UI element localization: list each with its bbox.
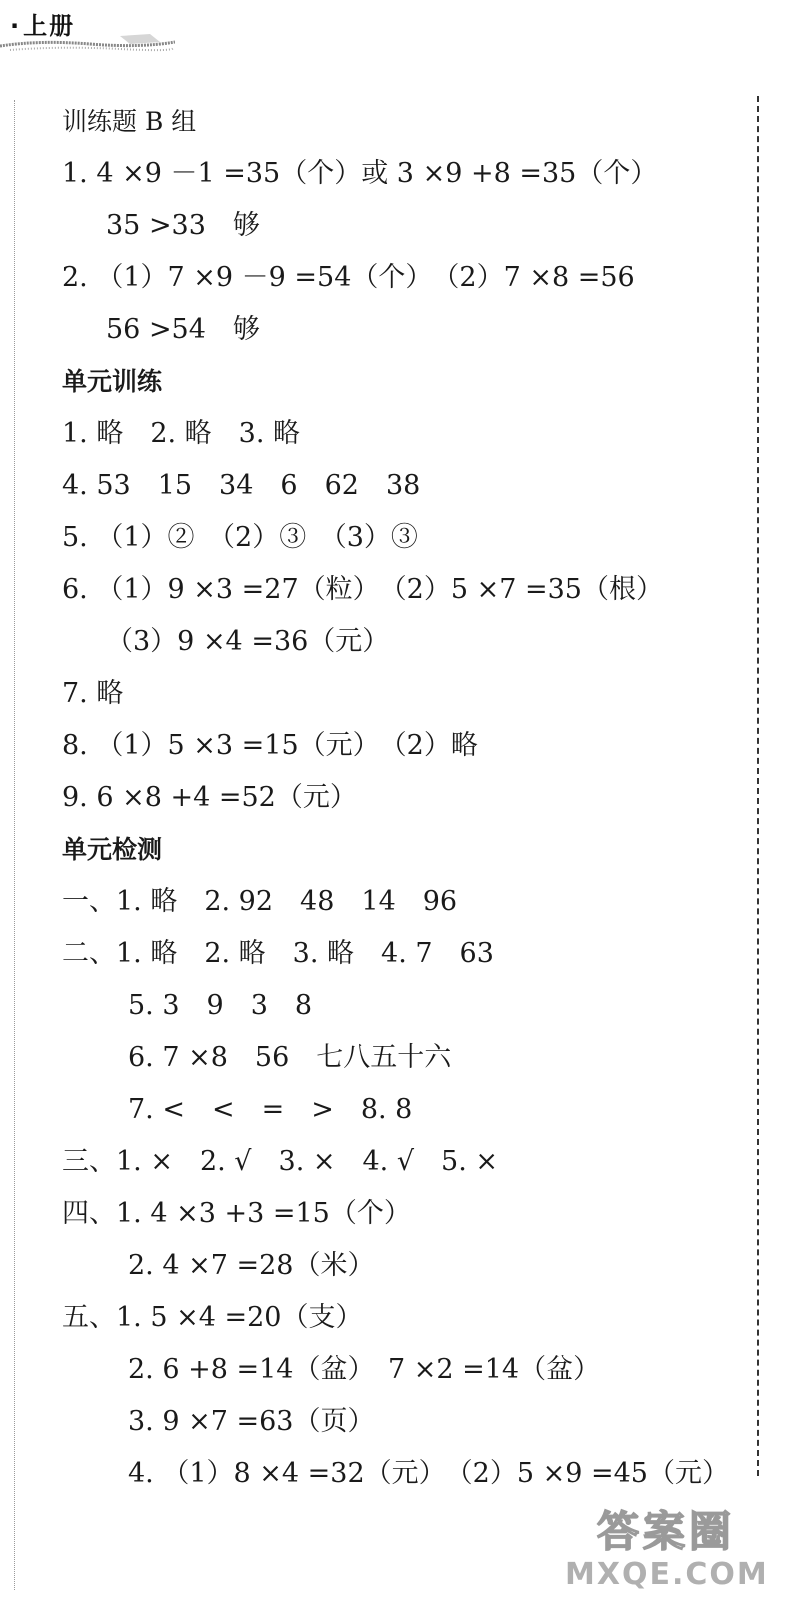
- section-heading: 单元检测: [62, 835, 163, 864]
- answer-line: 35 >33 够: [106, 210, 260, 241]
- answer-line: 7. < < = > 8. 8: [128, 1094, 413, 1125]
- left-margin-rule: [14, 100, 15, 1590]
- right-margin-rule: [757, 96, 759, 1476]
- book-volume-title: · 上册: [10, 6, 75, 41]
- answer-line: 5. （1）② （2）③ （3）③: [62, 522, 418, 553]
- watermark-logo-text: 答案圈: [597, 1507, 736, 1556]
- answer-line: 4. 53 15 34 6 62 38: [62, 470, 421, 501]
- answer-line: 5. 3 9 3 8: [128, 990, 313, 1021]
- watermark-url: MXQE.COM: [565, 1557, 769, 1592]
- answer-line: 2. 6 +8 =14（盆） 7 ×2 =14（盆）: [128, 1354, 601, 1385]
- answer-line: 2. （1）7 ×9 －9 =54（个） （2）7 ×8 =56: [62, 262, 635, 293]
- answer-line: 三、1. × 2. √ 3. × 4. √ 5. ×: [62, 1146, 498, 1177]
- answer-line: 56 >54 够: [106, 314, 260, 345]
- page-header: [0, 0, 200, 60]
- answer-line: （3）9 ×4 =36（元）: [106, 626, 390, 657]
- answer-line: 2. 4 ×7 =28（米）: [128, 1250, 375, 1281]
- answer-line: 1. 略 2. 略 3. 略: [62, 418, 301, 449]
- answer-line: 4. （1）8 ×4 =32（元） （2）5 ×9 =45（元）: [128, 1458, 729, 1489]
- answer-line: 6. 7 ×8 56 七八五十六: [128, 1042, 452, 1073]
- answer-line: 二、1. 略 2. 略 3. 略 4. 7 63: [62, 938, 494, 969]
- answer-content: [62, 96, 752, 1500]
- header-decoration: [0, 32, 175, 54]
- answer-line: 四、1. 4 ×3 +3 =15（个）: [62, 1198, 411, 1229]
- answer-line: 8. （1）5 ×3 =15（元） （2）略: [62, 730, 478, 761]
- watermark-logo: [565, 1495, 780, 1595]
- section-heading: 单元训练: [62, 367, 163, 396]
- section-heading: 训练题 B 组: [62, 107, 197, 136]
- answer-line: 9. 6 ×8 +4 =52（元）: [62, 782, 357, 813]
- answer-line: 3. 9 ×7 =63（页）: [128, 1406, 375, 1437]
- answer-line: 一、1. 略 2. 92 48 14 96: [62, 886, 458, 917]
- answer-line: 1. 4 ×9 －1 =35（个）或 3 ×9 +8 =35（个）: [62, 158, 658, 189]
- answer-line: 6. （1）9 ×3 =27（粒） （2）5 ×7 =35（根）: [62, 574, 663, 605]
- answer-line: 7. 略: [62, 678, 124, 709]
- answer-line: 五、1. 5 ×4 =20（支）: [62, 1302, 363, 1333]
